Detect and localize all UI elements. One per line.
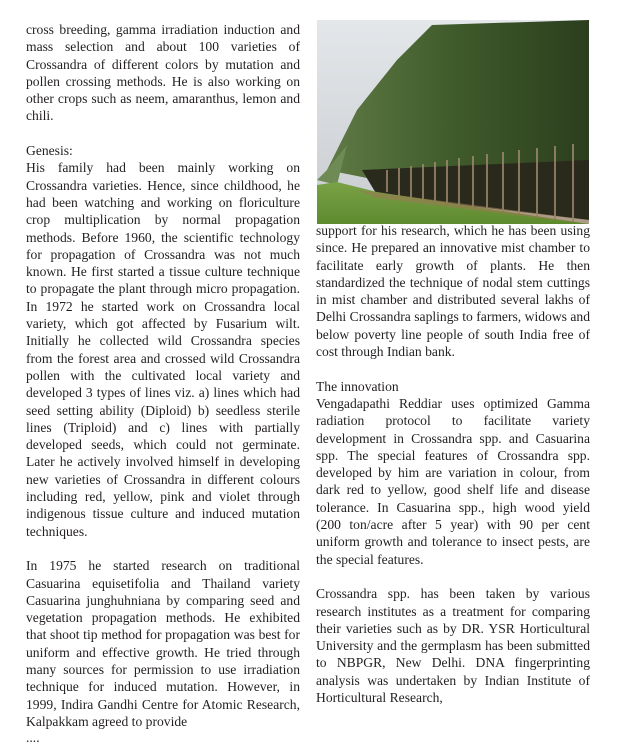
cut-off-text-line: .... bbox=[26, 730, 40, 745]
continuation-paragraph: support for his research, which he has been using since. He prepared an innovative mist chamber to facilitate early growth of plants. He then standardized the technique of nodal stem cuttings in mist chamber and distributed several lakhs of Delhi Crossandra saplings to farmers, widows and below poverty line people of south India free of cost through Indian bank. bbox=[316, 223, 590, 360]
genesis-heading: Genesis: bbox=[26, 143, 73, 159]
left-column bbox=[26, 21, 300, 730]
paragraph-gap bbox=[26, 125, 300, 142]
paragraph-gap bbox=[316, 568, 590, 585]
genesis-paragraph: His family had been mainly working on Crossandra varieties. Hence, since childhood, he had been watching and working on floriculture crop multiplication by normal propagation methods. Before 1960, the scientific technology for propagation of Crossandra was not much known. He first started a tissue culture technique to propagate the plant through micro propagation. In 1972 he started work on Crossandra local variety, which got affected by Fusarium wilt. Initially he collected wild Crossandra species from the forest area and crossed wild Crossandra pollen with the cultivated local variety and developed 3 types of lines viz. a) lines which had seed setting ability (Diploid) b) seedless sterile lines (Triploid) and c) lines with partially developed seeds, which could not germinate. Later he actively involved himself in developing new varieties of Crossandra in different colours including red, yellow, pink and violet through indigenous tissue culture and induced mutation techniques. bbox=[26, 160, 300, 539]
intro-paragraph: cross breeding, gamma irradiation induction and mass selection and about 100 varieties of Crossandra of different colors by mutation and pollen crossing methods. He is also working on other crops such as neem, amaranthus, lemon and chili. bbox=[26, 22, 300, 124]
paragraph-gap bbox=[26, 540, 300, 557]
recognition-paragraph: Crossandra spp. has been taken by various research institutes as a treatment for comparing their varieties such as by DR. YSR Horticultural University and the germplasm has been submitted to NBPGR, New Delhi. DNA fingerprinting analysis was undertaken by Indian Institute of Horticultural Research, bbox=[316, 586, 590, 706]
innovation-paragraph: Vengadapathi Reddiar uses optimized Gamma radiation protocol to facilitate variety development in Crossandra spp. and Casuarina spp. The special features of Crossandra spp. developed by him are variation in colour, from dark red to yellow, good shelf life and disease tolerance. In Casuarina spp., high wood yield (200 ton/acre after 5 year) with 90 per cent uniform growth and tolerance to insect pests, are the special features. bbox=[316, 395, 590, 567]
right-column bbox=[316, 222, 590, 706]
innovation-heading: The innovation bbox=[316, 378, 399, 394]
paragraph-gap bbox=[316, 360, 590, 377]
tree-rows-illustration bbox=[317, 20, 589, 224]
casuarina-plantation-photo bbox=[317, 20, 589, 224]
casuarina-paragraph: In 1975 he started research on traditional Casuarina equisetifolia and Thailand variety Casuarina junghuhniana by comparing seed and vegetation propagation methods. He exhibited that shoot tip method for propagation was best for uniform and effective growth. He tried through many sources for permission to use irradiation technique for induced mutation. However, in 1999, Indira Gandhi Centre for Atomic Research, Kalpakkam agreed to provide bbox=[26, 558, 300, 729]
